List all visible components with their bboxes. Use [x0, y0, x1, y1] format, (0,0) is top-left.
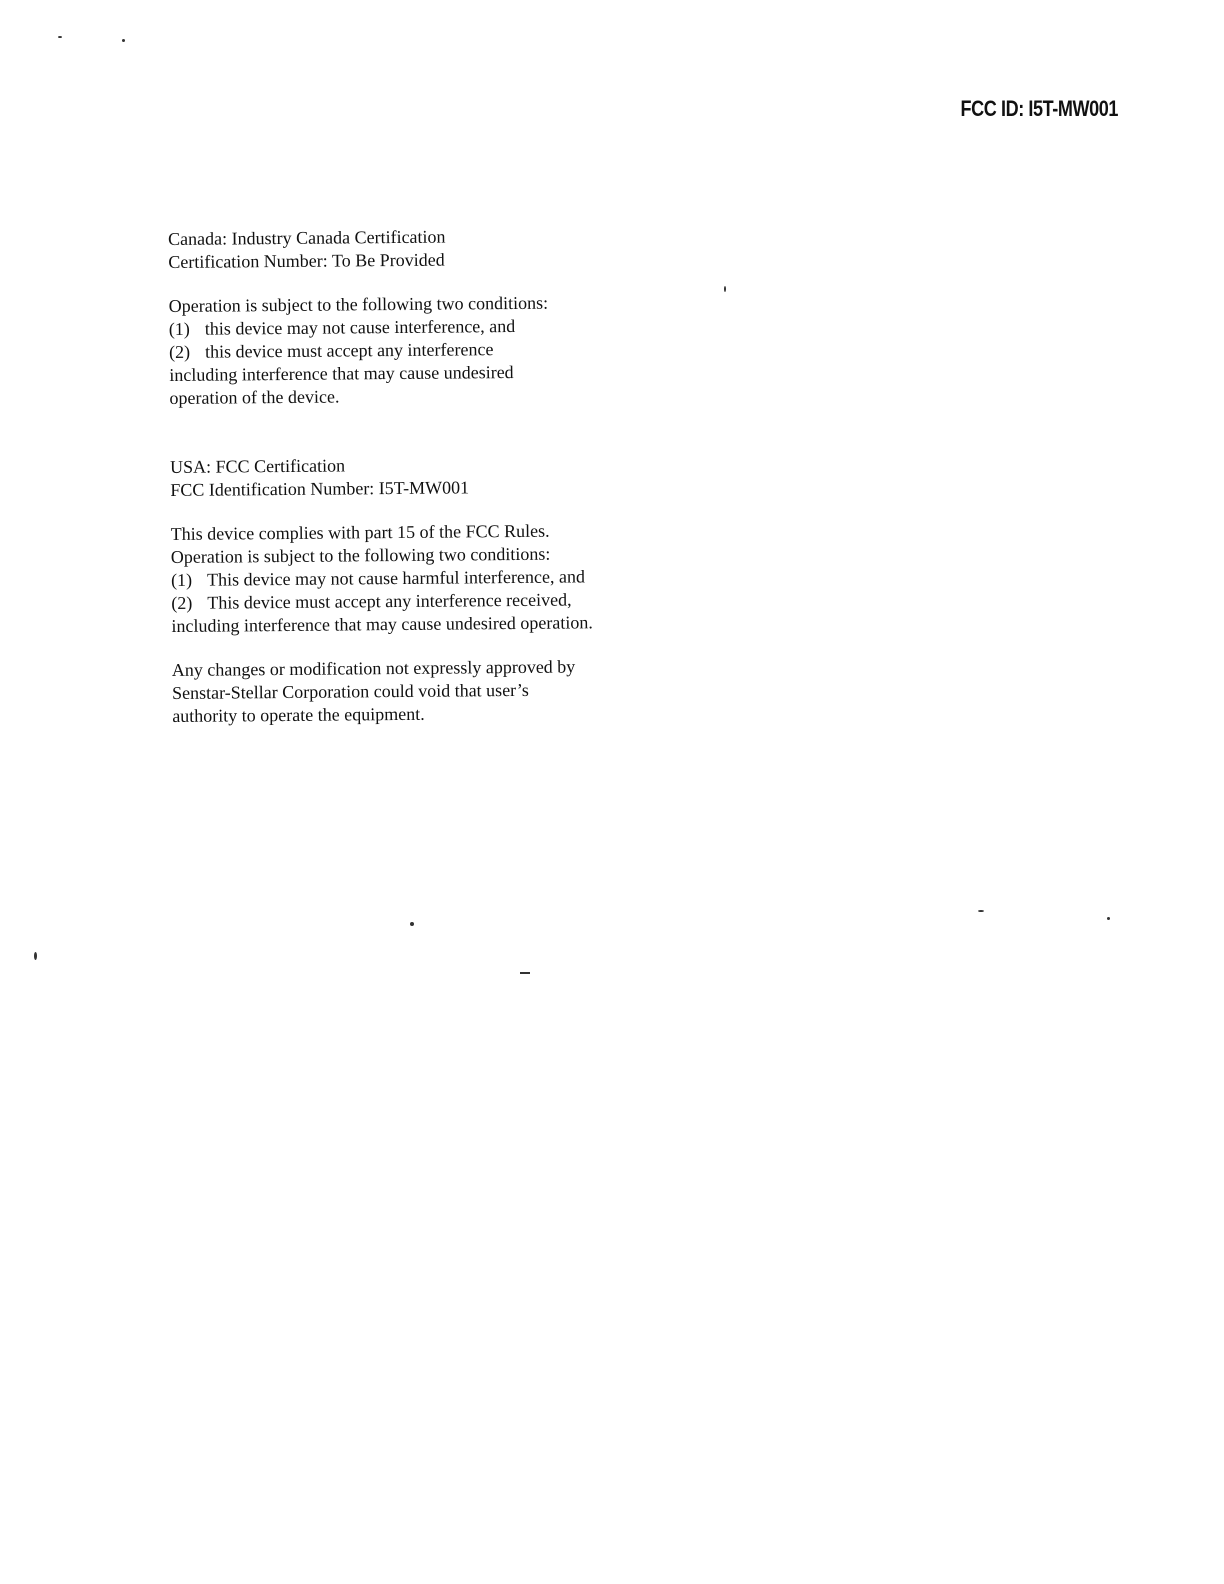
- scan-speck: [34, 952, 37, 960]
- usa-certification-section: [170, 452, 594, 728]
- usa-heading: USA: FCC Certification: [170, 455, 346, 477]
- condition-number: (2): [168, 341, 191, 362]
- canada-heading: Canada: Industry Canada Certification: [168, 226, 446, 249]
- canada-condition-2-continued: including interference that may cause undesired: [169, 361, 514, 385]
- usa-condition-2-continued: including interference that may cause undesired operation.: [171, 612, 593, 636]
- usa-compliance-statement: This device complies with part 15 of the FCC Rules.: [170, 520, 550, 544]
- scan-speck: [520, 972, 530, 974]
- canada-certification-section: [168, 225, 549, 410]
- usa-modification-notice: Senstar-Stellar Corporation could void that user’s: [171, 679, 529, 703]
- usa-conditions-intro: Operation is subject to the following two conditions:: [170, 543, 551, 567]
- scan-speck: [724, 286, 726, 292]
- scan-speck: [978, 910, 984, 912]
- condition-text: this device must accept any interference: [204, 339, 494, 362]
- condition-text: This device must accept any interference received,: [207, 589, 572, 613]
- usa-modification-notice: authority to operate the equipment.: [172, 703, 425, 726]
- scan-speck: [122, 39, 125, 42]
- fcc-id-header: FCC ID: I5T-MW001: [960, 96, 1118, 121]
- canada-condition-1: [169, 315, 549, 341]
- canada-condition-2-continued: operation of the device.: [169, 386, 340, 408]
- canada-cert-number: Certification Number: To Be Provided: [168, 249, 445, 272]
- scan-speck: [1107, 917, 1110, 920]
- usa-id-number: FCC Identification Number: I5T-MW001: [170, 477, 470, 500]
- canada-conditions-intro: Operation is subject to the following two conditions:: [168, 292, 549, 316]
- canada-condition-2: [169, 338, 549, 364]
- condition-text: this device may not cause interference, and: [204, 315, 516, 339]
- condition-number: (1): [170, 569, 193, 590]
- scan-speck: [410, 922, 414, 926]
- condition-number: (1): [168, 318, 190, 339]
- scan-speck: [58, 36, 62, 38]
- condition-number: (2): [171, 592, 193, 613]
- usa-modification-notice: Any changes or modification not expressly approved by: [171, 656, 576, 680]
- condition-text: This device may not cause harmful interference, and: [206, 566, 585, 590]
